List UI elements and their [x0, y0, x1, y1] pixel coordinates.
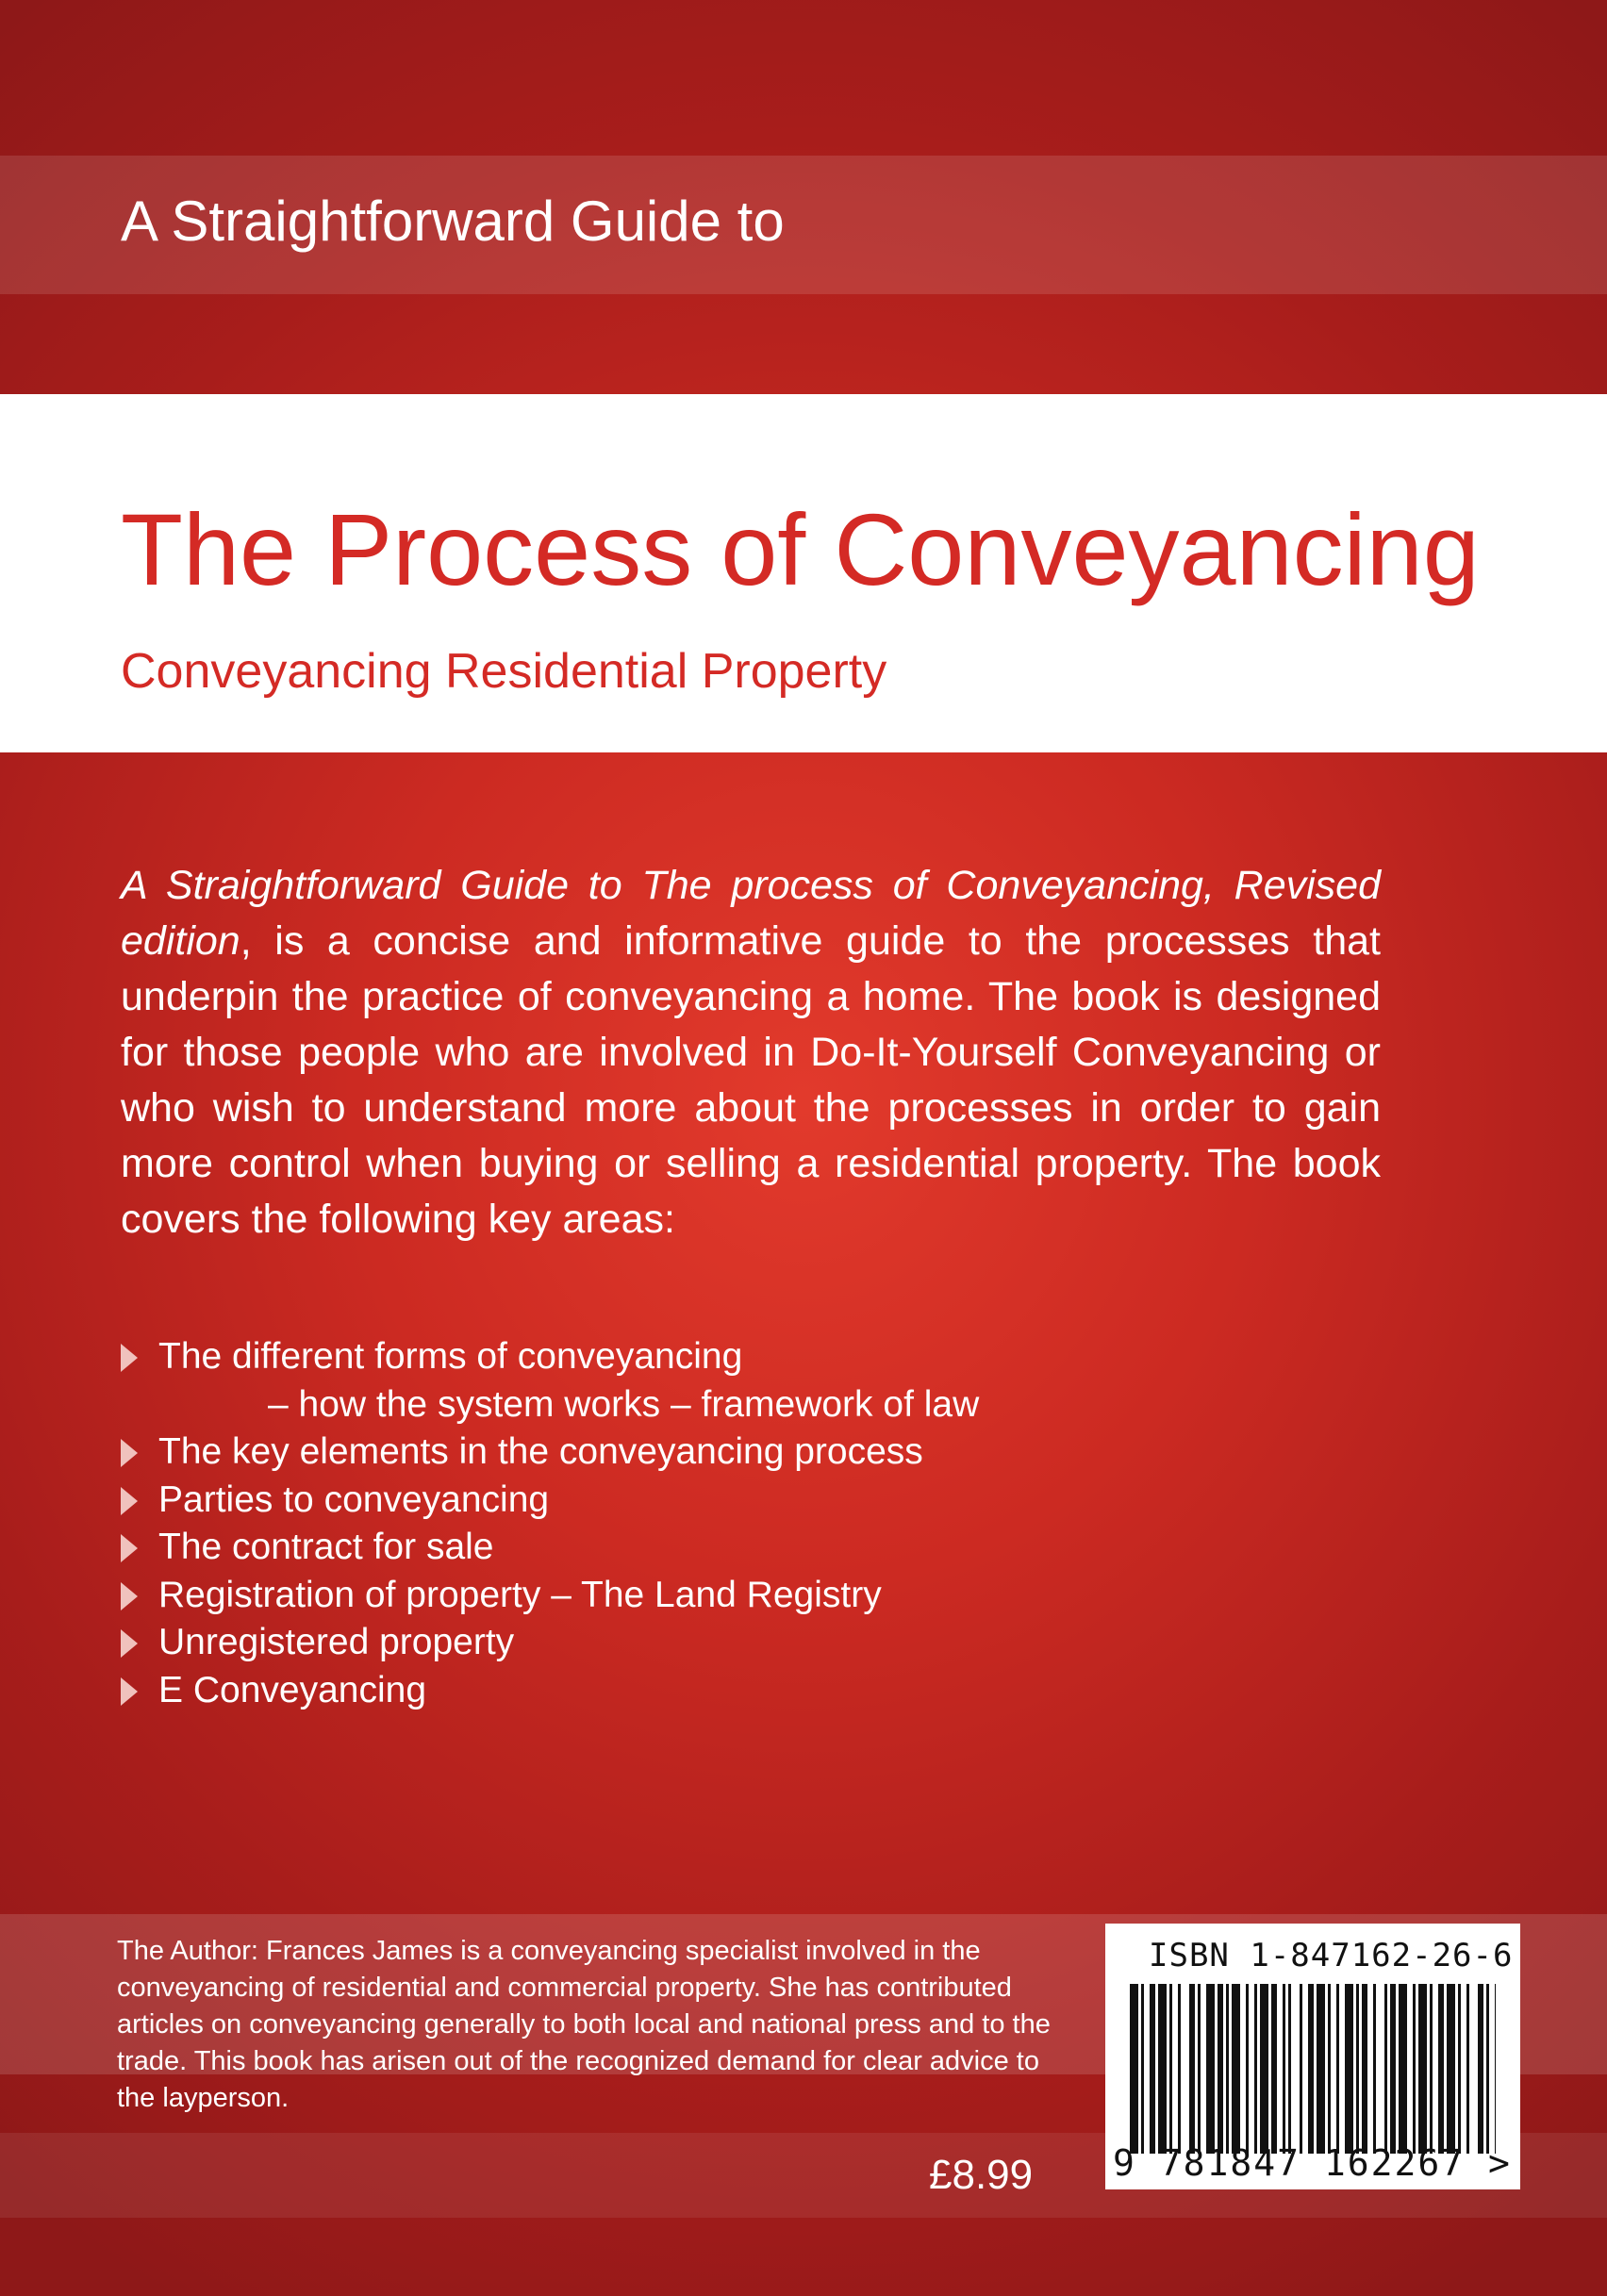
- barcode-bar: [1271, 1984, 1277, 2154]
- key-area-label: The contract for sale: [158, 1527, 494, 1567]
- barcode-bar: [1413, 1984, 1416, 2154]
- barcode-bar: [1458, 1984, 1461, 2154]
- barcode-bar: [1150, 1984, 1155, 2154]
- bullet-arrow-icon: [121, 1677, 138, 1706]
- ean-digits: 9 781847 162267 >: [1113, 2142, 1512, 2184]
- bullet-arrow-icon: [121, 1344, 138, 1372]
- barcode-bar: [1478, 1984, 1483, 2154]
- key-area-label: E Conveyancing: [158, 1669, 427, 1710]
- barcode-graphic: [1130, 1984, 1496, 2154]
- key-area-item: [117, 1333, 979, 1429]
- bullet-arrow-icon: [121, 1487, 138, 1515]
- barcode-bar: [1206, 1984, 1215, 2154]
- barcode-bar: [1356, 1984, 1359, 2154]
- barcode-bar: [1178, 1984, 1181, 2154]
- book-title: The Process of Conveyancing: [121, 492, 1480, 606]
- book-description: [121, 858, 1381, 1247]
- barcode-bar: [1447, 1984, 1455, 2154]
- barcode-bar: [1300, 1984, 1302, 2154]
- barcode-bar: [1438, 1984, 1444, 2154]
- description-body: , is a concise and informative guide to the processes that underpin the practice of conveyancing a home. The book is designed for those people who are involved in Do-It-Yourself Conveyancing or who wish to understand more about the processes in order to gain more control when buying or selling a residential property. The book covers the following key areas:: [121, 918, 1381, 1242]
- key-area-label: Parties to conveyancing: [158, 1478, 550, 1520]
- barcode-bar: [1430, 1984, 1433, 2154]
- barcode-bar: [1486, 1984, 1489, 2154]
- barcode-bar: [1189, 1984, 1195, 2154]
- barcode-bar: [1373, 1984, 1376, 2154]
- key-area-label: Unregistered property: [158, 1622, 515, 1662]
- series-heading: A Straightforward Guide to: [121, 190, 785, 253]
- key-area-item: [117, 1667, 979, 1715]
- barcode-bar: [1362, 1984, 1367, 2154]
- book-subtitle: Conveyancing Residential Property: [121, 644, 887, 699]
- barcode-bar: [1308, 1984, 1314, 2154]
- bullet-arrow-icon: [121, 1629, 138, 1658]
- key-area-item: [117, 1477, 979, 1525]
- barcode-bar: [1218, 1984, 1223, 2154]
- bullet-arrow-icon: [121, 1534, 138, 1562]
- barcode-bar: [1384, 1984, 1387, 2154]
- barcode-bar: [1466, 1984, 1469, 2154]
- key-area-item: [117, 1619, 979, 1667]
- barcode-bar: [1260, 1984, 1268, 2154]
- barcode-bar: [1390, 1984, 1396, 2154]
- barcode-bar: [1232, 1984, 1240, 2154]
- bullet-arrow-icon: [121, 1582, 138, 1611]
- barcode-bar: [1254, 1984, 1257, 2154]
- barcode-panel: [1105, 1924, 1520, 2189]
- isbn-label: ISBN 1-847162-26-6: [1149, 1937, 1514, 1974]
- barcode-bar: [1336, 1984, 1339, 2154]
- description-lead: A Straightforward Guide to The process of Conveyancing, Revised edition: [121, 863, 1381, 964]
- key-area-item: [117, 1524, 979, 1572]
- price: £8.99: [929, 2152, 1034, 2198]
- barcode-bar: [1158, 1984, 1167, 2154]
- barcode-bar: [1345, 1984, 1353, 2154]
- bullet-arrow-icon: [121, 1439, 138, 1467]
- barcode-bar: [1226, 1984, 1229, 2154]
- barcode-bar: [1169, 1984, 1172, 2154]
- barcode-bar: [1141, 1984, 1144, 2154]
- barcode-bar: [1198, 1984, 1201, 2154]
- barcode-bar: [1246, 1984, 1249, 2154]
- key-area-item: [117, 1572, 979, 1620]
- barcode-bar: [1130, 1984, 1138, 2154]
- key-area-label: Registration of property – The Land Registry: [158, 1574, 882, 1615]
- barcode-bar: [1418, 1984, 1427, 2154]
- key-area-label: The different forms of conveyancing: [158, 1336, 743, 1377]
- key-area-label: The key elements in the conveyancing process: [158, 1431, 923, 1472]
- barcode-bar: [1317, 1984, 1325, 2154]
- key-area-item: [117, 1429, 979, 1477]
- barcode-bar: [1283, 1984, 1285, 2154]
- key-areas-list: [117, 1333, 979, 1714]
- barcode-bar: [1328, 1984, 1331, 2154]
- barcode-bar: [1288, 1984, 1291, 2154]
- key-area-continuation: – how the system works – framework of law: [268, 1383, 980, 1425]
- barcode-bar: [1495, 1984, 1496, 2154]
- barcode-bar: [1399, 1984, 1407, 2154]
- author-bio: The Author: Frances James is a conveyancing specialist involved in the conveyancing of residential and commercial property. She has contributed articles on conveyancing generally to both local and national press and to the trade. This book has arisen out of the recognized demand for clear advice to the layperson.: [117, 1936, 1051, 2113]
